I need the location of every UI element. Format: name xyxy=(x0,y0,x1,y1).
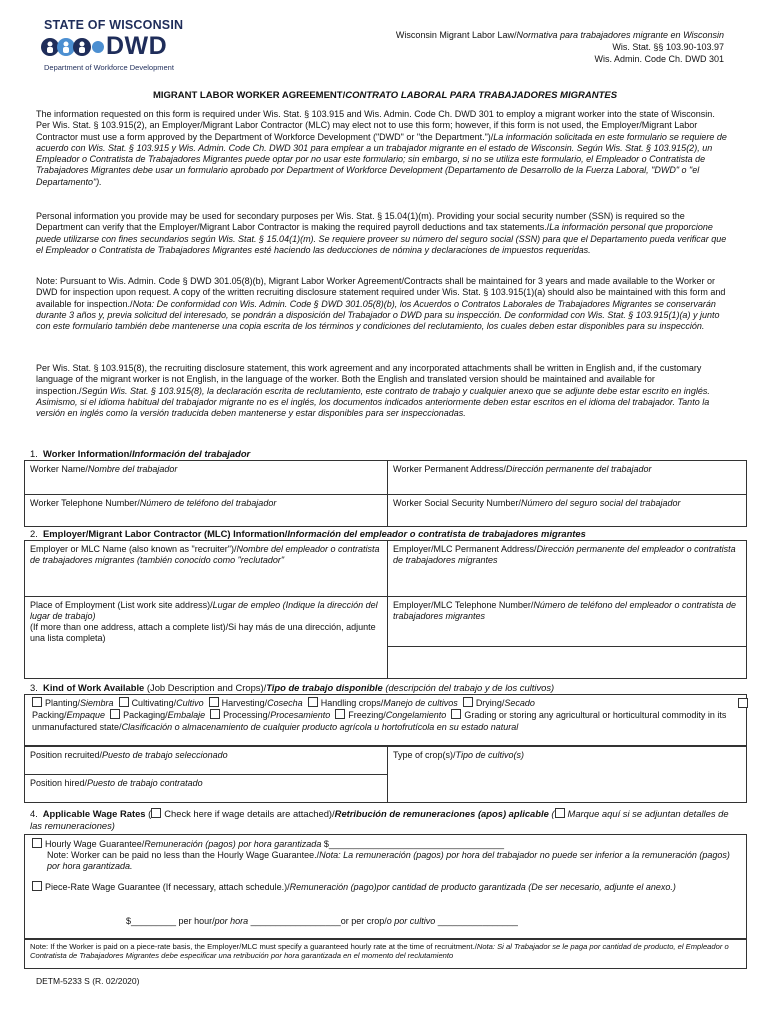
p1-es: La información solicitada en este formulario se requiere de acuerdo con Wis. Stat. § 103.915 y Wis. Admin. Code Ch. DWD 301 para emplear a un trabajador migrante en el estado de Wisconsin. Según Wis. Stat. § 103.915(2), un Empleador o Contratista de Trabajadores Migrantes puede optar por no usar este formulario; sin embargo, si no se utiliza este formulario, el Empleador o Contratista de Trabajadores Migrantes debe usar un formulario aprobado por Department of Workforce Development (Departamento de Desarrollo de la Fuerza Laboral, "DWD" o "el Departamento"). xyxy=(36,131,727,187)
per-hour-blank: $_________ per hour/ xyxy=(126,916,215,926)
header-line2: Wis. Stat. §§ 103.90-103.97 xyxy=(612,42,724,52)
p3-en: Note: Pursuant to Wis. Admin. Code § DWD 301.05(8)(b), Migrant Labor Worker Agreement/Contracts shall be maintained for 3 years and made available to the Worker or DWD for inspection upon request. A copy of the written recruiting disclosure statement required under Wis. Stat. § 103.915(1)(a) should also be maintained with this form and available for inspection./ xyxy=(36,276,726,309)
worker-ssn-label-es: Número del seguro social del trabajador xyxy=(520,498,681,508)
per-crop-es: o por cultivo xyxy=(386,916,436,926)
p2-es: La información personal que proporcione puede utilizarse con fines secundarios según Wis. Stat. § 15.04(1)(m). Se requiere proveer su número del seguro social (SSN) para que el Departamento pueda verificar que el Empleador o Contratista de Trabajadores Migrantes esté haciendo las deducciones de nómina y declaraciones de impuestos requeridas. xyxy=(36,222,727,255)
hourly-note xyxy=(47,850,732,872)
p2-en: Personal information you provide may be used for secondary purposes per Wis. Stat. § 15.04(1)(m). Providing your social security number (SSN) is required so the Department can verify that the Employer/Migrant Labor Contractor is making the required payroll deductions and tax statements./ xyxy=(36,211,685,233)
footnote-en: Note: If the Worker is paid on a piece-rate basis, the Employer/MLC must specify a guaranteed hourly rate at the time of recruitment./ xyxy=(30,942,477,951)
planting-label-en: Planting/ xyxy=(45,698,81,708)
logo-acronym: DWD xyxy=(106,32,168,60)
section2-title-es: Información del empleador o contratista de trabajadores migrantes xyxy=(287,528,586,539)
worker-phone-field[interactable] xyxy=(25,495,388,527)
place-label-en: Place of Employment (List work site address)/ xyxy=(30,600,213,610)
grading-label-es: Clasificación o almacenamiento de cualquier producto agrícola u hortofrutícola en su estado natural xyxy=(121,722,519,732)
hourly-wage-row xyxy=(32,838,732,850)
cultivating-label-en: Cultivating/ xyxy=(131,698,177,708)
employer-name-label-en: Employer or MLC Name (also known as "recruiter")/ xyxy=(30,544,237,554)
packaging-checkbox[interactable] xyxy=(110,709,120,719)
footnote-es: Nota: Si al Trabajador se le paga por cantidad de producto, el Empleador o Contratista de Trabajadores Migrantes debe especificar una retribución por hora garantizada en el momento del reclutamiento xyxy=(30,942,729,960)
worker-address-field[interactable] xyxy=(388,461,747,495)
employer-address-field[interactable] xyxy=(388,541,747,597)
header-line1-es: Normativa para trabajadores migrante en Wisconsin xyxy=(516,30,724,40)
grading-label-en: Grading or storing any agricultural or horticultural commodity in its unmanufactured state/ xyxy=(32,710,727,732)
worker-address-label-en: Worker Permanent Address/ xyxy=(393,464,506,474)
crop-blank: ________________ xyxy=(435,916,518,926)
worker-name-field[interactable] xyxy=(25,461,388,495)
drying-checkbox[interactable] xyxy=(463,697,473,707)
place-of-employment-field[interactable] xyxy=(25,597,388,679)
employer-phone-label-es: Número de teléfono del empleador o contratista de trabajadores migrantes xyxy=(393,600,737,621)
position-table xyxy=(24,746,747,803)
piece-rate-blanks[interactable] xyxy=(126,916,726,927)
position-recruited-field[interactable] xyxy=(25,747,388,775)
employer-name-label-es: Nombre del empleador o contratista de trabajadores migrantes (también conocido como "reclutador" xyxy=(30,544,380,565)
packing-label-es: Empaque xyxy=(66,710,106,720)
cultivating-checkbox[interactable] xyxy=(119,697,129,707)
header-statute-block xyxy=(396,29,724,65)
form-title-es: CONTRATO LABORAL PARA TRABAJADORES MIGRANTES xyxy=(345,90,618,101)
drying-label-en: Drying/ xyxy=(475,698,505,708)
hourly-note-es: Nota: La remuneración (pagos) por hora del trabajador no puede ser inferior a la remuneración (pagos) por hora garantizada. xyxy=(47,850,730,871)
section1-heading xyxy=(30,448,250,459)
section1-number: 1. xyxy=(30,448,38,459)
people-icon xyxy=(40,36,104,58)
freezing-checkbox[interactable] xyxy=(335,709,345,719)
section3-heading xyxy=(30,682,554,693)
cultivating-label-es: Cultivo xyxy=(176,698,204,708)
employer-phone-label-en: Employer/MLC Telephone Number/ xyxy=(393,600,534,610)
header-line3: Wis. Admin. Code Ch. DWD 301 xyxy=(594,54,724,64)
packing-label-en: Packing/ xyxy=(32,710,67,720)
employer-phone-field[interactable] xyxy=(388,597,747,647)
section1-title-en: Worker Information/ xyxy=(43,448,132,459)
hired-label-es: Puesto de trabajo contratado xyxy=(87,778,203,788)
piece-rate-checkbox[interactable] xyxy=(32,881,42,891)
processing-label-es: Procesamiento xyxy=(270,710,331,720)
section4-heading: 4. Applicable Wage Rates ( Check here if wage details are attached)/Retribución de remuneraciones (apos) aplicable ( Marque aquí si se adjuntan detalles de las remuneraciones) xyxy=(30,808,729,831)
section3-desc-es: (descripción del trabajo y de los cultivos) xyxy=(382,682,555,693)
intro-paragraph-1 xyxy=(36,109,728,188)
intro-paragraph-3 xyxy=(36,276,728,332)
freezing-label-en: Freezing/ xyxy=(348,710,386,720)
section4-check-en: Check here if wage details are attached)/ xyxy=(164,808,335,819)
section1-title-es: Información del trabajador xyxy=(131,448,251,459)
intro-paragraph-2 xyxy=(36,211,728,256)
handling-checkbox[interactable] xyxy=(308,697,318,707)
work-type-row1 xyxy=(32,697,732,709)
section3-title-es: Tipo de trabajo disponible xyxy=(266,682,383,693)
worker-phone-label-es: Número de teléfono del trabajador xyxy=(139,498,277,508)
employer-address-label-en: Employer/MLC Permanent Address/ xyxy=(393,544,537,554)
p4-en: Per Wis. Stat. § 103.915(8), the recruiting disclosure statement, this work agreement and any incorporated attachments shall be written in English and, if the customary language of the migrant worker is not English, in the language of the worker. Both the English and translated version should be maintained and available for inspection./ xyxy=(36,363,702,396)
worker-name-label-es: Nombre del trabajador xyxy=(87,464,178,474)
piece-rate-footnote xyxy=(30,942,742,960)
logo-subtitle: Department of Workforce Development xyxy=(44,63,174,72)
worker-address-label-es: Dirección permanente del trabajador xyxy=(505,464,652,474)
p3-es: Nota: De conformidad con Wis. Admin. Code § DWD 301.05(8)(b), los Acuerdos o Contratos Laborales de Trabajadores Migrantes se conservarán durante 3 años y, previa solicitud del interesado, se pondrán a disposición del Trabajador o DWD para su inspección. De conformidad con Wis. Stat. § 103.915(1)(a) y junto con este formulario también debe mantenerse una copia escrita de los términos y condiciones del reclutamiento, los cuales deben estar disponibles para su inspección. xyxy=(36,298,720,332)
dwd-logo xyxy=(36,18,206,76)
harvesting-checkbox[interactable] xyxy=(209,697,219,707)
section4-number: 4. xyxy=(30,808,38,819)
form-title xyxy=(0,90,770,101)
drying-label-es: Secado xyxy=(504,698,535,708)
per-hour-es: por hora xyxy=(214,916,249,926)
section3-title-en: Kind of Work Available xyxy=(43,682,145,693)
packaging-label-en: Packaging/ xyxy=(123,710,168,720)
form-id: DETM-5233 S (R. 02/2020) xyxy=(36,976,140,986)
wage-attached-checkbox-en[interactable] xyxy=(151,808,161,818)
processing-label-en: Processing/ xyxy=(223,710,271,720)
piece-label-es: Remuneración (pago)por cantidad de producto garantizada (De ser necesario, adjunte el anexo.) xyxy=(289,882,676,892)
crop-label-en: Type of crop(s)/ xyxy=(393,750,456,760)
section3-desc-en: (Job Description and Crops)/ xyxy=(144,682,267,693)
grading-checkbox[interactable] xyxy=(451,709,461,719)
worker-info-table xyxy=(24,460,747,527)
worker-ssn-field[interactable] xyxy=(388,495,747,527)
section2-title-en: Employer/Migrant Labor Contractor (MLC) Information/ xyxy=(43,528,288,539)
employer-address-label-es: Dirección permanente del empleador o contratista de trabajadores migrantes xyxy=(393,544,736,565)
hourly-note-en: Note: Worker can be paid no less than the Hourly Wage Guarantee./ xyxy=(47,850,320,860)
section4-title-es: Retribución de remuneraciones (apos) aplicable xyxy=(334,808,549,819)
work-type-row2 xyxy=(32,709,732,733)
place-label-more: (If more than one address, attach a complete list)/Si hay más de una dirección, adjunte una lista completa) xyxy=(30,622,376,643)
crop-label-es: Tipo de cultivo(s) xyxy=(455,750,524,760)
worker-phone-label-en: Worker Telephone Number/ xyxy=(30,498,140,508)
processing-checkbox[interactable] xyxy=(210,709,220,719)
header-line1-en: Wisconsin Migrant Labor Law/ xyxy=(395,30,517,40)
section2-heading xyxy=(30,528,586,539)
wage-attached-checkbox-es[interactable] xyxy=(555,808,565,818)
hourly-wage-checkbox[interactable] xyxy=(32,838,42,848)
recruited-label-en: Position recruited/ xyxy=(30,750,103,760)
piece-label-en: Piece-Rate Wage Guarantee (If necessary, attach schedule.)/ xyxy=(45,882,290,892)
employer-name-field[interactable] xyxy=(25,541,388,597)
employer-info-table xyxy=(24,540,747,679)
p4-es: Según Wis. Stat. § 103.915(8), la declaración escrita de reclutamiento, este contrato de trabajo y cualquier anexo que se adjunte debe estar escrito en inglés. Asimismo, si el idioma habitual del trabajador migrante no es el inglés, los documentos indicados anteriormente deben estar escritos en el idioma del trabajador. Tanto la versión en inglés como la versión traducida deben mantenerse y estar disponibles para ser inspeccionadas. xyxy=(36,385,710,419)
per-crop-blank: __________________or per crop/ xyxy=(248,916,387,926)
section2-number: 2. xyxy=(30,528,38,539)
place-label-es: Lugar de empleo (Indique la dirección del lugar de trabajo) xyxy=(30,600,378,621)
crop-type-field[interactable] xyxy=(388,747,747,803)
position-hired-field[interactable] xyxy=(25,775,388,803)
planting-checkbox[interactable] xyxy=(32,697,42,707)
worker-name-label-en: Worker Name/ xyxy=(30,464,88,474)
section4-title-en: Applicable Wage Rates xyxy=(42,808,146,819)
extra-checkbox[interactable] xyxy=(738,698,748,708)
planting-label-es: Siembra xyxy=(80,698,114,708)
employer-extra-field[interactable] xyxy=(388,647,747,679)
hourly-label-es: Remuneración (pagos) por hora garantizada xyxy=(144,839,322,849)
logo-state-text: STATE OF WISCONSIN xyxy=(44,18,184,32)
intro-paragraph-4 xyxy=(36,363,728,419)
harvesting-label-es: Cosecha xyxy=(267,698,303,708)
hired-label-en: Position hired/ xyxy=(30,778,88,788)
recruited-label-es: Puesto de trabajo seleccionado xyxy=(102,750,228,760)
section3-number: 3. xyxy=(30,682,38,693)
hourly-amount-blank[interactable]: $___________________________________ xyxy=(323,839,505,849)
piece-rate-row xyxy=(32,881,732,893)
handling-label-es: Manejo de cultivos xyxy=(383,698,458,708)
packaging-label-es: Embalaje xyxy=(167,710,206,720)
hourly-label-en: Hourly Wage Guarantee/ xyxy=(45,839,145,849)
harvesting-label-en: Harvesting/ xyxy=(221,698,268,708)
worker-ssn-label-en: Worker Social Security Number/ xyxy=(393,498,521,508)
form-title-en: MIGRANT LABOR WORKER AGREEMENT/ xyxy=(152,90,346,101)
section4-check-es: Marque aquí si se adjuntan detalles de las remuneraciones) xyxy=(30,808,729,831)
handling-label-en: Handling crops/ xyxy=(320,698,384,708)
freezing-label-es: Congelamiento xyxy=(385,710,447,720)
p1-en: The information requested on this form is required under Wis. Stat. § 103.915 and Wis. Admin. Code Ch. DWD 301 to employ a migrant worker into the state of Wisconsin. Per Wis. Stat. § 103.915(2), an Employer/Migrant Labor Contractor (MLC) may elect not to use this form; however, if this form is not used, the Employer/Migrant Labor Contractor must use a form approved by the Department of Workforce Development ("DWD" or "the Department.")/ xyxy=(36,109,715,142)
